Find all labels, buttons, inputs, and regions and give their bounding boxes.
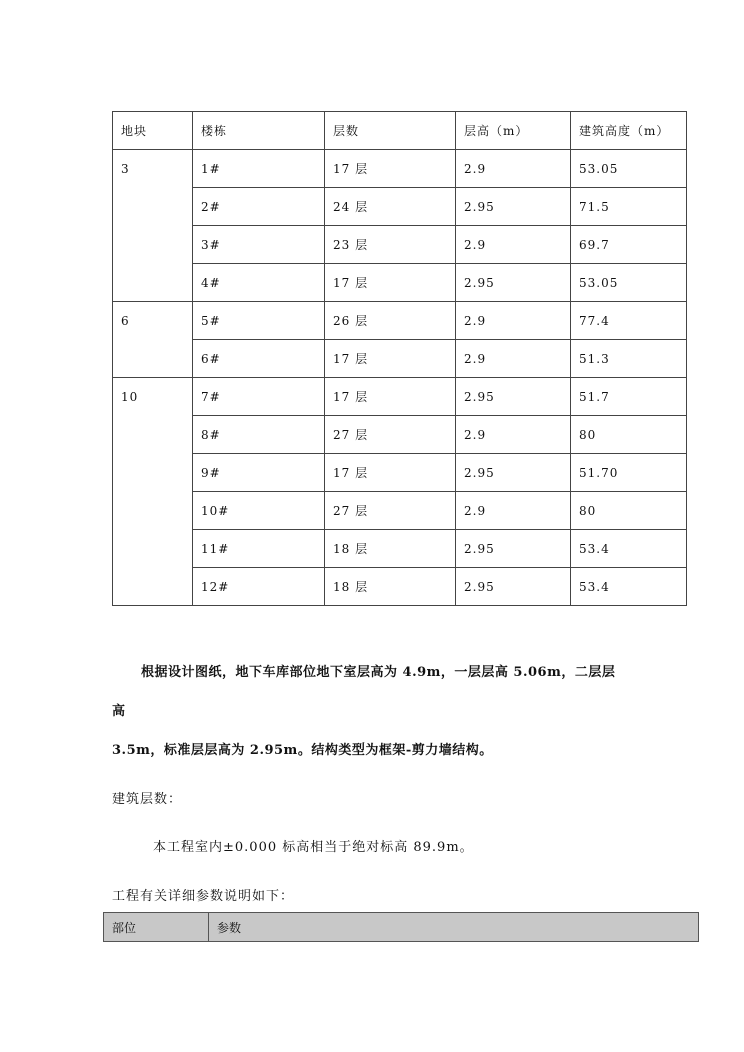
table-row <box>113 568 687 606</box>
elevation-note: 本工程室内±0.000 标高相当于绝对标高 89.9m。 <box>153 840 474 855</box>
floor-height-cell: 2.95 <box>456 264 571 302</box>
table-header-row <box>104 913 699 942</box>
table-row <box>113 226 687 264</box>
header-floors: 层数 <box>325 112 456 150</box>
building-floors-heading: 建筑层数： <box>112 792 183 807</box>
header-parameters: 参数 <box>209 913 699 942</box>
floors-cell: 18 层 <box>325 568 456 606</box>
building-cell: 9# <box>193 454 325 492</box>
paragraph-floor-heights-line1: 根据设计图纸，地下车库部位地下室层高为 4.9m，一层层高 5.06m，二层层 <box>141 665 616 680</box>
table-row <box>113 416 687 454</box>
building-cell: 12# <box>193 568 325 606</box>
building-height-cell: 71.5 <box>571 188 687 226</box>
floor-height-cell: 2.95 <box>456 188 571 226</box>
header-floor-height: 层高（m） <box>456 112 571 150</box>
table-row <box>113 302 687 340</box>
paragraph-floor-heights-line2: 高 <box>112 704 126 719</box>
building-cell: 1# <box>193 150 325 188</box>
building-height-cell: 51.3 <box>571 340 687 378</box>
building-cell: 8# <box>193 416 325 454</box>
table-row <box>113 530 687 568</box>
block-cell: 10 <box>113 378 193 606</box>
floors-cell: 17 层 <box>325 454 456 492</box>
table-header-row <box>113 112 687 150</box>
table-row <box>113 188 687 226</box>
table-row <box>113 340 687 378</box>
building-cell: 5# <box>193 302 325 340</box>
building-cell: 10# <box>193 492 325 530</box>
building-height-cell: 77.4 <box>571 302 687 340</box>
floors-cell: 26 层 <box>325 302 456 340</box>
table-row <box>113 492 687 530</box>
header-building: 楼栋 <box>193 112 325 150</box>
floor-height-cell: 2.9 <box>456 340 571 378</box>
building-height-cell: 51.70 <box>571 454 687 492</box>
floors-cell: 18 层 <box>325 530 456 568</box>
floor-height-cell: 2.9 <box>456 226 571 264</box>
floor-height-cell: 2.9 <box>456 416 571 454</box>
floors-cell: 17 层 <box>325 378 456 416</box>
building-parameters-table <box>112 111 687 606</box>
building-height-cell: 80 <box>571 416 687 454</box>
table-row <box>113 264 687 302</box>
floor-height-cell: 2.9 <box>456 302 571 340</box>
building-height-cell: 69.7 <box>571 226 687 264</box>
building-cell: 11# <box>193 530 325 568</box>
block-cell: 6 <box>113 302 193 378</box>
table-row <box>113 150 687 188</box>
floor-height-cell: 2.9 <box>456 150 571 188</box>
floors-cell: 27 层 <box>325 492 456 530</box>
floors-cell: 27 层 <box>325 416 456 454</box>
floor-height-cell: 2.9 <box>456 492 571 530</box>
building-cell: 7# <box>193 378 325 416</box>
table-row <box>113 454 687 492</box>
paragraph-floor-heights-line3: 3.5m，标准层层高为 2.95m。结构类型为框架-剪力墙结构。 <box>112 743 493 758</box>
building-height-cell: 53.4 <box>571 530 687 568</box>
building-cell: 2# <box>193 188 325 226</box>
building-cell: 4# <box>193 264 325 302</box>
header-building-height: 建筑高度（m） <box>571 112 687 150</box>
floor-height-cell: 2.95 <box>456 454 571 492</box>
floor-height-cell: 2.95 <box>456 530 571 568</box>
building-height-cell: 51.7 <box>571 378 687 416</box>
table-row <box>113 378 687 416</box>
building-cell: 3# <box>193 226 325 264</box>
block-cell: 3 <box>113 150 193 302</box>
engineering-parameters-table <box>103 912 699 942</box>
floors-cell: 24 层 <box>325 188 456 226</box>
floors-cell: 17 层 <box>325 264 456 302</box>
floors-cell: 17 层 <box>325 150 456 188</box>
floor-height-cell: 2.95 <box>456 568 571 606</box>
header-location: 部位 <box>104 913 209 942</box>
building-height-cell: 53.4 <box>571 568 687 606</box>
building-cell: 6# <box>193 340 325 378</box>
header-block: 地块 <box>113 112 193 150</box>
building-height-cell: 80 <box>571 492 687 530</box>
building-height-cell: 53.05 <box>571 264 687 302</box>
floor-height-cell: 2.95 <box>456 378 571 416</box>
floors-cell: 23 层 <box>325 226 456 264</box>
building-height-cell: 53.05 <box>571 150 687 188</box>
parameters-intro: 工程有关详细参数说明如下： <box>112 889 295 904</box>
floors-cell: 17 层 <box>325 340 456 378</box>
